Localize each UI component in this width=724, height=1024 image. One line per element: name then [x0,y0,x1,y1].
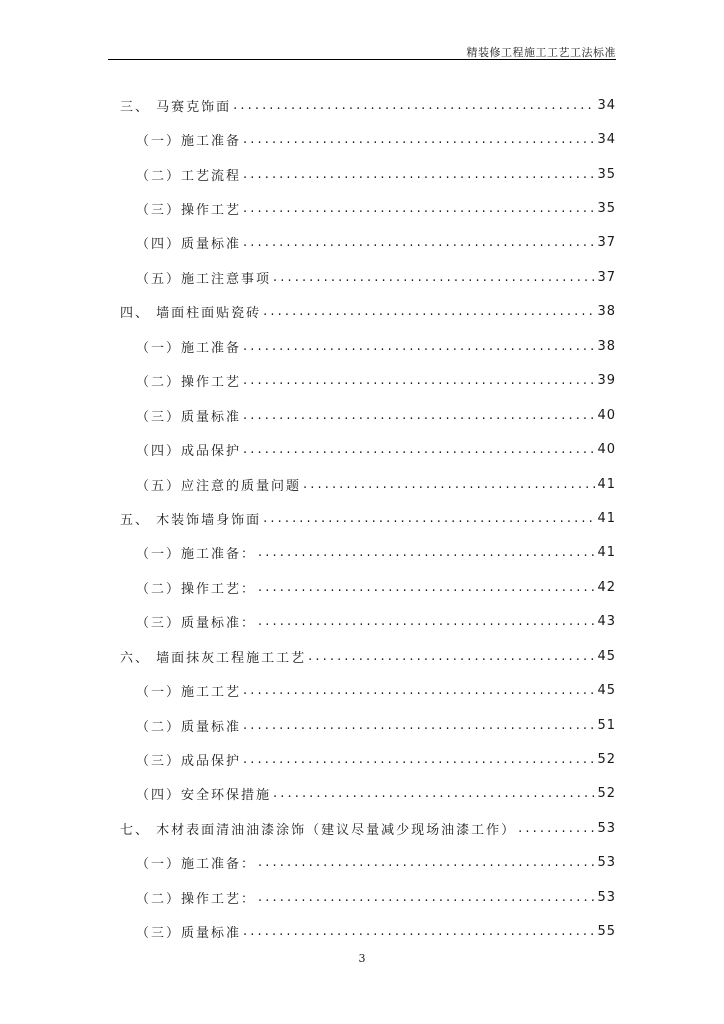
toc-entry[interactable] [120,191,616,225]
toc-dot-leader [518,821,595,836]
toc-entry-title: （一）施工准备： [136,547,257,563]
toc-dot-leader [243,339,595,354]
toc-entry[interactable] [120,570,616,604]
toc-entry-page: 41 [597,510,616,526]
toc-entry-page: 34 [597,97,616,113]
header-title: 精装修工程施工工艺工法标准 [466,46,616,59]
toc-entry-title: （二）操作工艺： [136,581,257,597]
toc-entry[interactable] [120,639,616,673]
toc-dot-leader [243,924,595,939]
toc-entry[interactable] [120,673,616,707]
toc-entry-title: （三）质量标准 [136,409,242,425]
toc-dot-leader [243,442,595,457]
toc-entry-page: 41 [597,476,616,492]
toc-entry-title: （五）施工注意事项 [136,271,272,287]
toc-entry-page: 52 [597,752,616,768]
page-number: 3 [358,952,366,965]
toc-entry-page: 38 [597,304,616,320]
toc-entry[interactable] [120,122,616,156]
toc-entry[interactable] [120,88,616,122]
toc-entry-page: 53 [597,855,616,871]
toc-entry[interactable] [120,295,616,329]
toc-entry-title: （三）质量标准： [136,616,257,632]
toc-entry[interactable] [120,605,616,639]
toc-dot-leader [258,614,595,629]
toc-entry-title: （三）操作工艺 [136,203,242,219]
toc-entry[interactable] [120,501,616,535]
header-rule [108,59,616,60]
toc-dot-leader [258,890,595,905]
toc-entry-title: 六、 墙面抹灰工程施工工艺 [120,650,307,666]
toc-entry-page: 51 [597,717,616,733]
toc-entry-title: 四、 墙面柱面贴瓷砖 [120,306,262,322]
toc-dot-leader [243,718,595,733]
toc-entry-page: 53 [597,820,616,836]
toc-entry[interactable] [120,777,616,811]
page-header [108,40,616,60]
toc-entry[interactable] [120,398,616,432]
toc-dot-leader [273,786,595,801]
toc-entry-page: 45 [597,648,616,664]
table-of-contents [120,88,616,949]
toc-dot-leader [273,270,595,285]
toc-dot-leader [243,752,595,767]
toc-entry-title: （二）质量标准 [136,719,242,735]
toc-entry-title: （一）施工工艺 [136,685,242,701]
toc-entry-page: 38 [597,338,616,354]
toc-entry-title: （一）施工准备： [136,857,257,873]
toc-entry[interactable] [120,432,616,466]
toc-entry-page: 35 [597,201,616,217]
toc-entry[interactable] [120,915,616,949]
toc-dot-leader [263,511,595,526]
toc-entry[interactable] [120,467,616,501]
toc-dot-leader [308,649,595,664]
toc-entry-title: （三）质量标准 [136,926,242,942]
toc-entry-page: 37 [597,269,616,285]
toc-dot-leader [303,477,595,492]
toc-dot-leader [243,373,595,388]
toc-entry-title: （二）操作工艺 [136,375,242,391]
toc-entry-page: 34 [597,132,616,148]
toc-entry-page: 37 [597,235,616,251]
toc-entry-page: 40 [597,442,616,458]
toc-entry-title: 七、 木材表面清油油漆涂饰（建议尽量减少现场油漆工作） [120,822,517,838]
toc-entry[interactable] [120,329,616,363]
toc-entry-page: 43 [597,614,616,630]
toc-dot-leader [243,132,595,147]
toc-entry[interactable] [120,742,616,776]
toc-entry[interactable] [120,811,616,845]
toc-entry-title: 五、 木装饰墙身饰面 [120,512,262,528]
toc-entry[interactable] [120,846,616,880]
toc-dot-leader [258,580,595,595]
toc-entry-page: 52 [597,786,616,802]
toc-entry-title: （四）成品保护 [136,444,242,460]
toc-entry[interactable] [120,536,616,570]
toc-entry[interactable] [120,880,616,914]
toc-dot-leader [243,201,595,216]
toc-entry-page: 40 [597,407,616,423]
toc-entry-title: （三）成品保护 [136,754,242,770]
toc-dot-leader [243,408,595,423]
toc-entry-title: （四）安全环保措施 [136,788,272,804]
toc-entry-title: （二）工艺流程 [136,168,242,184]
toc-entry-title: （五）应注意的质量问题 [136,478,302,494]
toc-entry-title: （一）施工准备 [136,340,242,356]
toc-entry-page: 35 [597,166,616,182]
toc-entry-page: 41 [597,545,616,561]
toc-entry-page: 42 [597,579,616,595]
toc-dot-leader [258,545,595,560]
toc-entry[interactable] [120,157,616,191]
toc-dot-leader [233,98,595,113]
toc-entry[interactable] [120,226,616,260]
toc-dot-leader [243,683,595,698]
toc-dot-leader [243,235,595,250]
toc-entry-page: 45 [597,683,616,699]
toc-dot-leader [263,304,595,319]
toc-entry[interactable] [120,364,616,398]
toc-entry-title: （二）操作工艺： [136,891,257,907]
toc-entry[interactable] [120,260,616,294]
toc-entry-page: 55 [597,924,616,940]
toc-entry[interactable] [120,708,616,742]
toc-dot-leader [243,167,595,182]
toc-entry-title: （一）施工准备 [136,134,242,150]
toc-entry-title: （四）质量标准 [136,237,242,253]
toc-entry-page: 39 [597,373,616,389]
toc-dot-leader [258,855,595,870]
toc-entry-page: 53 [597,889,616,905]
toc-entry-title: 三、 马赛克饰面 [120,99,232,115]
